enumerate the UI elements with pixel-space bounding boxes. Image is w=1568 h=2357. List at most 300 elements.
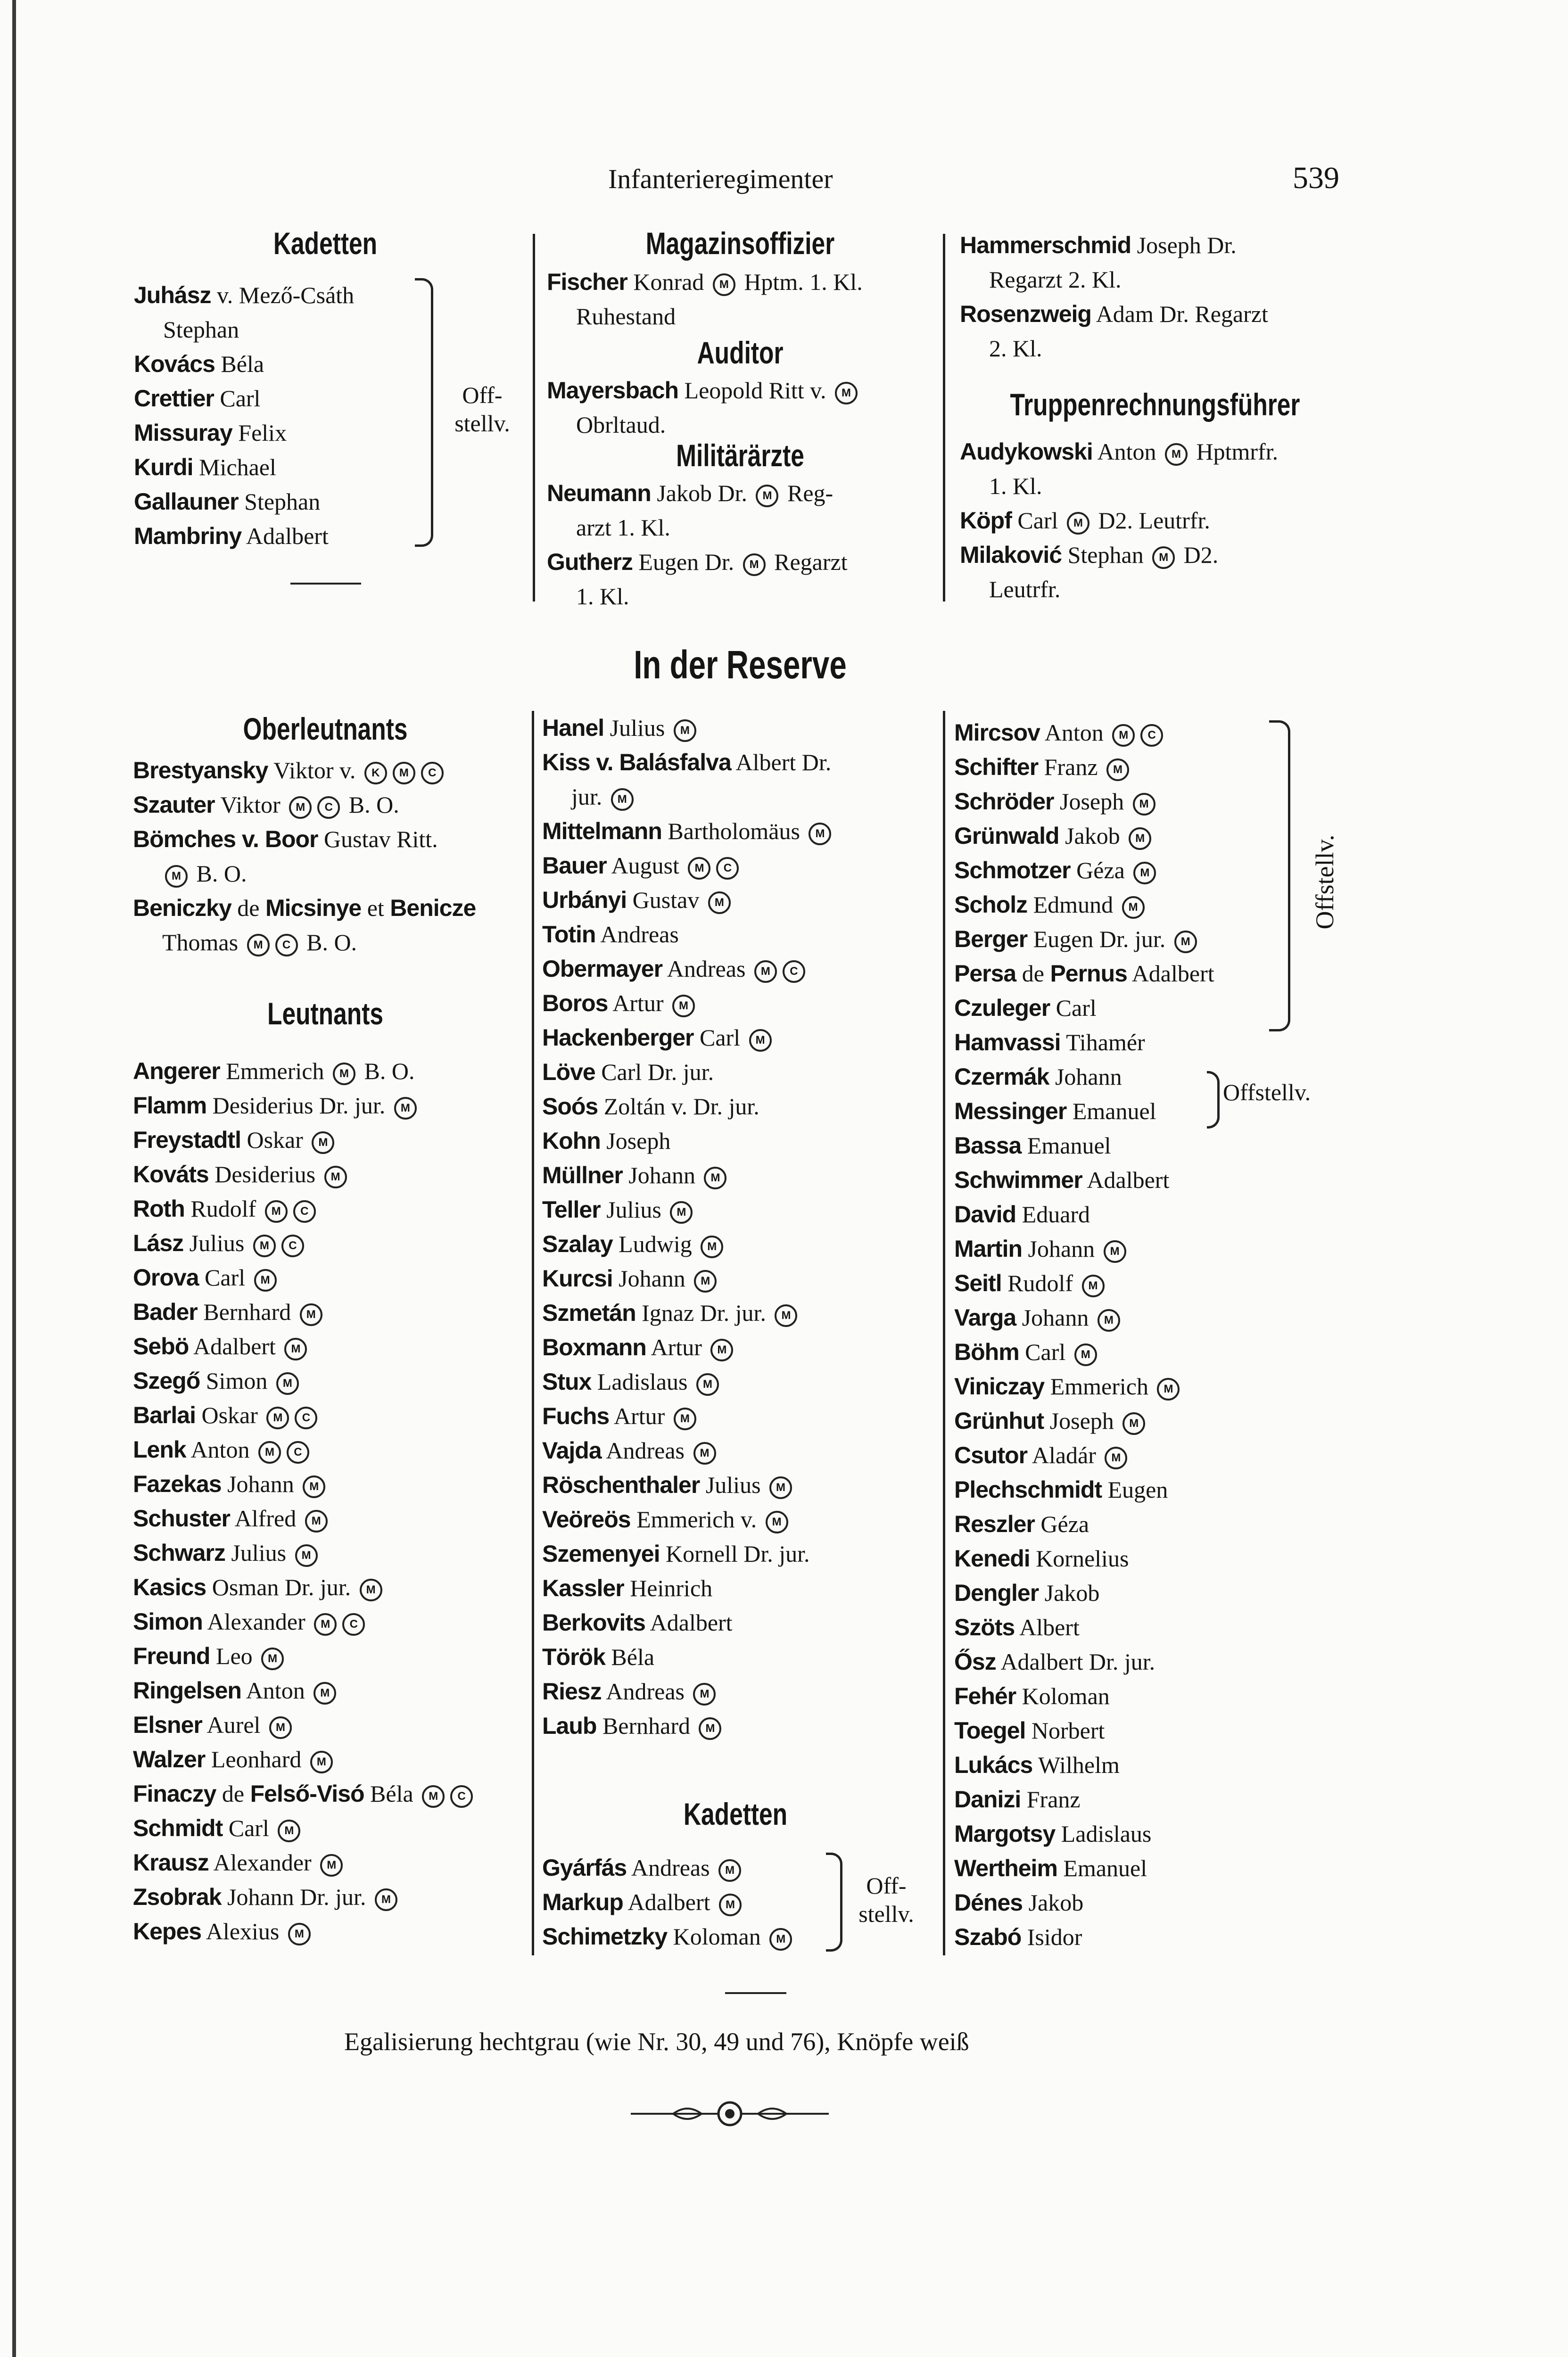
order-badge-icon: M <box>1157 1378 1180 1401</box>
given-name: Adalbert <box>627 1889 710 1915</box>
given-name: Tihamér <box>1066 1029 1145 1055</box>
list-item <box>134 381 354 416</box>
rank-title: Reg- <box>787 480 834 506</box>
surname: Szemenyei <box>542 1541 660 1567</box>
surname: Szmetán <box>542 1300 636 1326</box>
surname: Kohn <box>542 1128 601 1154</box>
given-name: Emmerich <box>1050 1373 1148 1400</box>
order-badge-icon: M <box>688 857 710 880</box>
surname: Walzer <box>133 1746 206 1772</box>
given-name: Andreas <box>667 956 746 982</box>
given-name: Jakob <box>1028 1889 1084 1916</box>
given-name: Géza <box>1040 1511 1089 1537</box>
list-item <box>542 1468 834 1502</box>
given-name: Albert <box>1019 1614 1080 1640</box>
order-badge-icon: M <box>393 762 415 784</box>
surname: Totin <box>542 921 596 948</box>
order-badge-icon: M <box>693 1683 716 1706</box>
order-badge-icon: M <box>1133 862 1156 884</box>
list-item <box>133 1364 476 1398</box>
ornament-icon <box>631 2099 829 2129</box>
given-name: Regarzt 2. Kl. <box>989 266 1122 293</box>
order-badge-icon: M <box>375 1888 397 1911</box>
list-item <box>954 1886 1214 1920</box>
given-name: Andreas <box>606 1437 685 1464</box>
surname: Sebö <box>133 1333 189 1360</box>
heading-oberleutnants: Oberleutnants <box>243 711 408 746</box>
surname: Danizi <box>954 1786 1021 1813</box>
list-item <box>542 917 834 952</box>
list-item <box>954 716 1214 750</box>
given-name: Emmerich <box>226 1058 324 1084</box>
surname: Gyárfás <box>542 1854 627 1881</box>
surname: Kováts <box>133 1161 209 1187</box>
given-name: Koloman <box>673 1923 761 1950</box>
heading-kadetten: Kadetten <box>273 226 378 261</box>
list-item <box>542 1709 834 1743</box>
order-badge-icon: M <box>1165 443 1188 466</box>
given-name: jur. <box>571 783 602 810</box>
name-part: et <box>367 895 384 921</box>
order-badge-icon: K <box>364 762 387 784</box>
surname: Czuleger <box>954 995 1050 1021</box>
surname: Mambriny <box>134 523 242 549</box>
list-item <box>954 991 1214 1025</box>
list-item <box>133 1192 476 1226</box>
surname: Fuchs <box>542 1403 610 1429</box>
order-badge-icon: M <box>265 1200 288 1223</box>
list-item <box>133 1536 476 1570</box>
order-badge-icon: C <box>281 1235 304 1257</box>
given-name: Johann <box>1022 1304 1089 1331</box>
order-badge-icon: M <box>253 1235 276 1257</box>
given-name: Carl <box>205 1264 246 1291</box>
surname: Persa <box>954 960 1016 987</box>
surname: Martin <box>954 1236 1022 1262</box>
given-name: Kornelius <box>1036 1545 1129 1572</box>
given-name: Carl <box>1056 995 1097 1021</box>
order-badge-icon: M <box>835 382 858 404</box>
surname: Crettier <box>134 385 214 412</box>
list-item <box>954 1851 1214 1886</box>
given-name: Carl <box>228 1815 269 1841</box>
surname: Schwarz <box>133 1540 225 1566</box>
surname: Lász <box>133 1230 184 1256</box>
given-name: Andreas <box>606 1678 685 1705</box>
order-badge-icon: M <box>1122 896 1145 919</box>
list-item <box>542 1227 834 1261</box>
given-name: Obrltaud. <box>576 412 666 438</box>
surname: Margotsy <box>954 1821 1056 1847</box>
order-badge-icon: C <box>716 857 739 880</box>
surname: Reszler <box>954 1511 1035 1537</box>
given-name: Ladislaus <box>597 1368 688 1395</box>
order-badge-icon: M <box>1174 931 1197 953</box>
surname: Stux <box>542 1368 592 1395</box>
surname: Messinger <box>954 1098 1067 1124</box>
list-item <box>134 519 354 553</box>
order-badge-icon: C <box>287 1441 309 1464</box>
surname: Barlai <box>133 1402 196 1428</box>
list-item <box>542 1885 795 1920</box>
surname: Kassler <box>542 1575 624 1601</box>
surname: Schmidt <box>133 1815 223 1841</box>
surname: Czermák <box>954 1063 1049 1090</box>
list-item <box>133 1226 476 1261</box>
list-item <box>542 849 834 883</box>
given-name: Johann Dr. jur. <box>227 1884 366 1910</box>
surname: Gallauner <box>134 488 239 515</box>
list-item <box>133 1570 476 1605</box>
order-badge-icon: M <box>1152 546 1175 569</box>
order-badge-icon: M <box>1067 512 1089 535</box>
given-name: Rudolf <box>1007 1270 1073 1296</box>
order-badge-icon: M <box>1105 1447 1127 1469</box>
order-badge-icon: M <box>1122 1412 1145 1435</box>
list-item <box>954 1335 1214 1369</box>
order-badge-icon: M <box>247 934 270 956</box>
surname: Toegel <box>954 1717 1026 1744</box>
given-name: Emanuel <box>1027 1132 1111 1159</box>
given-name: de <box>237 895 260 921</box>
list-item <box>133 1914 476 1949</box>
list-item <box>954 784 1214 819</box>
given-name: August <box>611 852 679 879</box>
surname: Schimetzky <box>542 1923 668 1950</box>
order-badge-icon: M <box>394 1097 417 1120</box>
list-item <box>954 1404 1214 1438</box>
surname: Laub <box>542 1713 597 1739</box>
given-name: Heinrich <box>630 1575 713 1601</box>
given-name: Johann <box>1055 1063 1122 1090</box>
rank-title: B. O. <box>364 1058 415 1084</box>
list-item <box>954 922 1214 956</box>
order-badge-icon: C <box>1140 724 1163 747</box>
list-item <box>133 1329 476 1364</box>
list-item <box>547 579 848 614</box>
surname-part: Felső-Visó <box>250 1780 364 1807</box>
list-item <box>954 1541 1214 1576</box>
order-badge-icon: M <box>672 995 695 1017</box>
order-badge-icon: M <box>704 1167 726 1189</box>
order-badge-icon: M <box>1074 1343 1097 1366</box>
right-brace-small <box>1207 1071 1220 1129</box>
surname: Viniczay <box>954 1373 1045 1400</box>
given-name: Bernhard <box>602 1713 690 1739</box>
order-badge-icon: C <box>293 1200 316 1223</box>
truppen-list <box>960 435 1278 607</box>
surname: Wertheim <box>954 1855 1057 1881</box>
list-item <box>954 1060 1214 1094</box>
given-name: Aladár <box>1032 1442 1096 1468</box>
note-line: Off- <box>866 1872 907 1899</box>
kadetten-rule <box>290 583 361 585</box>
heading-kadetten-reserve: Kadetten <box>683 1797 788 1831</box>
heading-in-der-reserve: In der Reserve <box>634 643 847 687</box>
surname: Angerer <box>133 1058 220 1084</box>
list-item <box>133 753 476 788</box>
list-item <box>954 819 1214 853</box>
surname: Flamm <box>133 1092 207 1119</box>
given-name: Desiderius Dr. jur. <box>212 1092 386 1119</box>
list-item <box>134 485 354 519</box>
given-name: Konrad <box>633 269 704 295</box>
rank-title: D2. <box>1183 542 1219 568</box>
order-badge-icon: M <box>743 553 766 576</box>
order-badge-icon: M <box>314 1682 336 1705</box>
list-item <box>954 1576 1214 1610</box>
list-item <box>960 538 1278 572</box>
surname: Riesz <box>542 1678 602 1705</box>
surname: Szöts <box>954 1614 1015 1640</box>
list-item <box>542 1537 834 1571</box>
order-badge-icon: M <box>809 823 831 845</box>
given-name: Adam Dr. Regarzt <box>1096 301 1268 327</box>
heading-militaeraerzte: Militärärzte <box>676 438 804 473</box>
surname: Freund <box>133 1643 210 1669</box>
given-name: Koloman <box>1022 1683 1110 1709</box>
surname: Köpf <box>960 507 1012 534</box>
list-item <box>542 1606 834 1640</box>
kadetten-list <box>134 278 354 553</box>
surname: Missuray <box>134 420 232 446</box>
list-item <box>542 1640 834 1674</box>
order-badge-icon: M <box>754 960 777 983</box>
given-name: Franz <box>1044 754 1098 780</box>
order-badge-icon: M <box>422 1785 445 1808</box>
list-item <box>954 1645 1214 1679</box>
surname: Boros <box>542 990 608 1016</box>
surname: Teller <box>542 1196 601 1223</box>
list-item <box>133 1639 476 1673</box>
surname: Vajda <box>542 1437 602 1464</box>
list-item <box>134 450 354 485</box>
surname: Dénes <box>954 1889 1023 1916</box>
surname: Berger <box>954 926 1028 952</box>
given-name: Stephan <box>163 316 239 343</box>
surname: Török <box>542 1644 605 1670</box>
given-name: Artur <box>612 990 664 1016</box>
oberleutnants-list <box>133 753 476 960</box>
given-name: Alexander <box>207 1608 305 1635</box>
surname: Löve <box>542 1059 595 1085</box>
surname: Fazekas <box>133 1471 222 1497</box>
order-badge-icon: M <box>333 1063 355 1085</box>
surname: Ősz <box>954 1648 996 1675</box>
surname: Schifter <box>954 754 1039 780</box>
order-badge-icon: M <box>310 1751 333 1773</box>
magazin-list <box>547 265 863 334</box>
leutnants-list <box>133 1054 476 1949</box>
given-name: 1. Kl. <box>576 583 629 610</box>
order-badge-icon: M <box>611 788 634 811</box>
given-name: Béla <box>221 351 264 377</box>
order-badge-icon: C <box>450 1785 473 1808</box>
list-item <box>542 1296 834 1330</box>
rank-title: B. O. <box>196 860 247 887</box>
surname: Freystadtl <box>133 1127 241 1153</box>
given-name: Carl <box>700 1024 741 1051</box>
surname: Plechschmidt <box>954 1476 1102 1503</box>
given-name: Julius <box>231 1540 287 1566</box>
given-name: Ignaz Dr. jur. <box>642 1300 766 1326</box>
surname: Hanel <box>542 715 604 741</box>
surname: Fischer <box>547 269 627 295</box>
rank-title: B. O. <box>348 791 399 818</box>
order-badge-icon: M <box>696 1373 719 1396</box>
order-badge-icon: M <box>708 891 731 914</box>
list-item <box>542 745 834 780</box>
surname: Müllner <box>542 1162 623 1188</box>
surname: Gutherz <box>547 549 633 575</box>
order-badge-icon: M <box>288 1923 311 1945</box>
surname: Mayersbach <box>547 377 679 404</box>
right-top-list <box>960 228 1268 366</box>
surname: Schuster <box>133 1505 230 1532</box>
list-item <box>954 853 1214 888</box>
kadetten-reserve-list <box>542 1851 795 1954</box>
given-name: Joseph <box>606 1128 671 1154</box>
given-name: Bartholomäus <box>668 818 800 844</box>
surname-part: Micsinye <box>265 895 362 921</box>
column-rule-4 <box>943 711 945 1955</box>
given-name: Carl <box>1017 507 1058 534</box>
surname: Brestyansky <box>133 757 268 783</box>
given-name: Edmund <box>1033 891 1114 918</box>
given-name: Emanuel <box>1063 1855 1147 1881</box>
list-item <box>542 986 834 1021</box>
given-name: Jakob Dr. <box>657 480 747 506</box>
given-name: Desiderius <box>215 1161 316 1187</box>
list-item <box>542 1399 834 1434</box>
surname: Berkovits <box>542 1609 645 1636</box>
given-name: Emmerich v. <box>636 1506 757 1533</box>
surname: Bauer <box>542 852 607 879</box>
list-item <box>542 1920 795 1954</box>
list-item <box>960 228 1268 263</box>
surname: Markup <box>542 1889 623 1915</box>
given-name: Franz <box>1026 1786 1081 1813</box>
order-badge-icon: M <box>1104 1240 1126 1263</box>
rank-title: Hptm. 1. Kl. <box>744 269 863 295</box>
given-name: Carl Dr. jur. <box>601 1059 714 1085</box>
given-name: arzt 1. Kl. <box>576 514 670 541</box>
given-name: Adalbert <box>246 523 329 549</box>
given-name: Adalbert <box>650 1609 733 1636</box>
order-badge-icon: M <box>766 1511 788 1533</box>
surname: David <box>954 1201 1016 1228</box>
given-name: Artur <box>651 1334 702 1360</box>
list-item <box>542 1674 834 1709</box>
list-item <box>547 545 848 579</box>
given-name: Eugen Dr. jur. <box>1033 926 1166 952</box>
given-name: Julius <box>705 1472 761 1498</box>
surname: Krausz <box>133 1849 209 1876</box>
order-badge-icon: M <box>1106 758 1129 781</box>
list-item <box>134 313 354 347</box>
list-item <box>954 1920 1214 1954</box>
surname: Elsner <box>133 1712 202 1738</box>
surname: Grünwald <box>954 823 1059 849</box>
list-item <box>542 711 834 745</box>
surname: Hamvassi <box>954 1029 1061 1055</box>
list-item <box>954 1163 1214 1197</box>
surname: Audykowski <box>960 438 1093 465</box>
order-badge-icon: M <box>769 1476 792 1499</box>
surname: Kiss v. Balásfalva <box>542 749 731 775</box>
page-edge-shadow <box>12 0 16 2357</box>
column-rule-3 <box>532 711 534 1955</box>
list-item <box>954 1266 1214 1301</box>
given-name: Zoltán v. Dr. jur. <box>603 1093 759 1120</box>
list-item <box>133 1742 476 1777</box>
order-badge-icon: M <box>674 1408 696 1430</box>
name-part: Adalbert <box>1131 960 1214 987</box>
given-name: Osman Dr. jur. <box>212 1574 351 1600</box>
rank-title: D2. Leutrfr. <box>1098 507 1210 534</box>
list-item <box>954 1094 1214 1129</box>
list-item <box>954 1438 1214 1473</box>
surname: Boxmann <box>542 1334 646 1360</box>
list-item <box>133 891 476 925</box>
heading-auditor: Auditor <box>697 335 784 370</box>
list-item <box>954 1610 1214 1645</box>
surname: Szalay <box>542 1231 613 1257</box>
given-name: Kornell Dr. jur. <box>665 1541 810 1567</box>
given-name: Johann <box>1028 1236 1095 1262</box>
given-name: Anton <box>190 1436 250 1463</box>
list-item <box>542 1330 834 1365</box>
given-name: 1. Kl. <box>989 473 1042 499</box>
kadetten-note <box>437 381 527 437</box>
note-line: Off- <box>462 382 503 408</box>
surname: Juhász <box>134 282 211 308</box>
given-name: Ruhestand <box>576 303 676 330</box>
given-name: Eugen Dr. <box>638 549 734 575</box>
order-badge-icon: C <box>342 1613 365 1636</box>
surname: Veöreös <box>542 1506 631 1533</box>
order-badge-icon: M <box>266 1407 289 1429</box>
given-name: Johann <box>227 1471 294 1497</box>
list-item <box>954 1748 1214 1782</box>
surname: Bömches v. Boor <box>133 826 318 852</box>
given-name: Ludwig <box>619 1231 692 1257</box>
surname: Kenedi <box>954 1545 1030 1572</box>
given-name: 2. Kl. <box>989 335 1042 362</box>
order-badge-icon: M <box>300 1303 322 1326</box>
surname: Hackenberger <box>542 1024 694 1051</box>
list-item <box>134 278 354 313</box>
list-item <box>133 1088 476 1123</box>
list-item <box>542 1055 834 1089</box>
given-name: Alexander <box>213 1849 312 1876</box>
given-name: v. Mező-Csáth <box>217 282 355 308</box>
given-name: Alfred <box>234 1505 297 1532</box>
list-item <box>542 1365 834 1399</box>
order-badge-icon: M <box>165 865 188 888</box>
column-rule-2 <box>943 234 945 602</box>
given-name: Emanuel <box>1072 1098 1156 1124</box>
given-name: Adalbert <box>193 1333 276 1360</box>
list-item <box>542 952 834 986</box>
given-name: Eugen <box>1107 1476 1168 1503</box>
list-item <box>954 1714 1214 1748</box>
order-badge-icon: M <box>1129 827 1151 850</box>
list-item <box>133 1123 476 1157</box>
list-item <box>542 1434 834 1468</box>
given-name: Artur <box>614 1403 665 1429</box>
order-badge-icon: M <box>769 1928 792 1951</box>
